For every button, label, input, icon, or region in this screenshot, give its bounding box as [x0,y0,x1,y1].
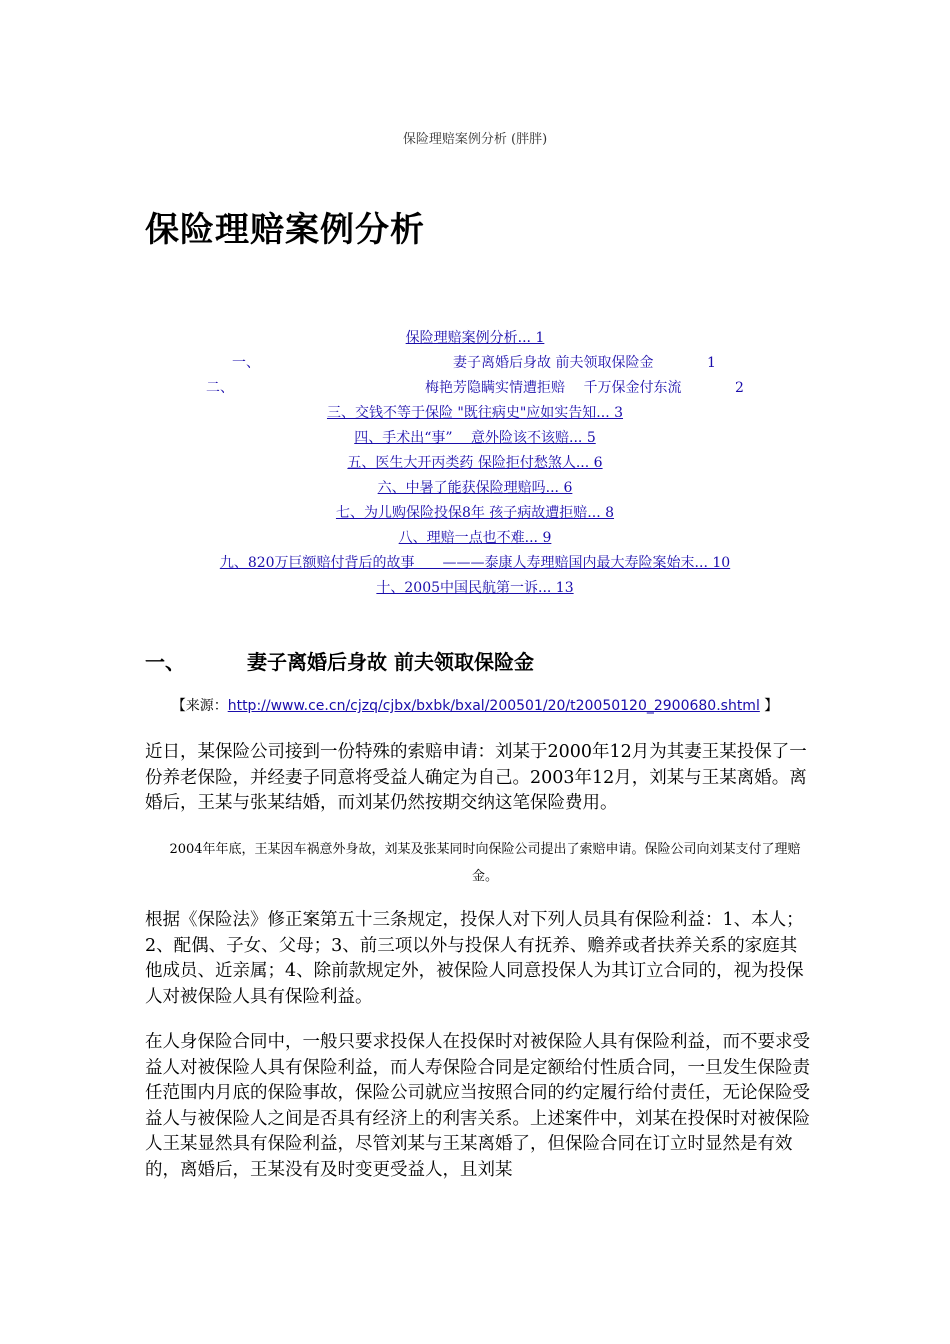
toc-item [145,355,805,380]
section-heading [145,646,534,675]
toc-number: 一、 [232,355,260,371]
toc-link[interactable]: 四、手术出“事” 意外险该不该赔... 5 [354,430,596,446]
toc-item [145,405,805,430]
toc-page: 2 [735,380,744,396]
source-suffix: 】 [759,698,779,714]
toc-link[interactable]: 保险理赔案例分析... 1 [405,330,545,346]
source-link[interactable]: http://www.ce.cn/cjzq/cjbx/bxbk/bxal/200501/20/t20050120_2900680.shtml [227,698,760,714]
toc-item [145,455,805,480]
body-paragraph: 在人身保险合同中，一般只要求投保人在投保时对被保险人具有保险利益，而不要求受益人对被保险人具有保险利益，而人寿保险合同是定额给付性质合同，一旦发生保险责任范围内月底的保险事故，保险公司就应当按照合同的约定履行给付责任，无论保险受益人与被保险人之间是否具有经济上的利害关系。上述案件中，刘某在投保时对被保险人王某显然具有保险利益，尽管刘某与王某离婚了，但保险合同在订立时显然是有效的，离婚后，王某没有及时变更受益人，且刘某 [145,1032,810,1180]
toc-item [145,505,805,530]
toc-number: 二、 [206,380,234,396]
toc-item [145,380,805,405]
page-header: 保险理赔案例分析 (胖胖) [402,132,548,147]
toc-page: 1 [707,355,716,371]
toc-link[interactable]: 六、中暑了能获保险理赔吗... 6 [377,480,573,496]
source-line [0,695,950,715]
toc-link[interactable]: 九、820万巨额赔付背后的故事 ———泰康人寿理赔国内最大寿险案始末... 10 [219,555,731,571]
toc-link[interactable]: 三、交钱不等于保险 "既往病史"应如实告知... 3 [326,405,624,421]
toc-item [145,430,805,455]
document-title: 保险理赔案例分析 [145,210,425,250]
toc-item [145,530,805,555]
body-paragraph: 近日，某保险公司接到一份特殊的索赔申请：刘某于2000年12月为其妻王某投保了一份养老保险，并经妻子同意将受益人确定为自己。2003年12月，刘某与王某离婚。离婚后，王某与张某结婚，而刘某仍然按期交纳这笔保险费用。 [145,742,807,813]
toc-item [145,555,805,580]
section-number: 一、 [145,650,185,674]
toc-link[interactable]: 五、医生大开丙类药 保险拒付愁煞人... 6 [347,455,603,471]
toc-link[interactable] [145,355,805,372]
toc-item [145,580,805,605]
toc-link[interactable] [145,380,805,397]
table-of-contents [145,330,805,605]
toc-link[interactable]: 十、2005中国民航第一诉... 13 [376,580,574,596]
section-title: 妻子离婚后身故 前夫领取保险金 [247,650,534,674]
toc-link[interactable]: 七、为儿购保险投保8年 孩子病故遭拒赔... 8 [335,505,615,521]
toc-text: 梅艳芳隐瞒实情遭拒赔 千万保金付东流 [425,380,682,396]
body-paragraph-small: 2004年年底，王某因车祸意外身故，刘某及张某同时向保险公司提出了索赔申请。保险公司向刘某支付了理赔金。 [169,842,801,884]
source-prefix: 【来源： [171,698,228,714]
toc-text: 妻子离婚后身故 前夫领取保险金 [453,355,654,371]
body-paragraph: 根据《保险法》修正案第五十三条规定，投保人对下列人员具有保险利益：1、本人；2、配偶、子女、父母；3、前三项以外与投保人有抚养、赡养或者扶养关系的家庭其他成员、近亲属；4、除前款规定外，被保险人同意投保人为其订立合同的，视为投保人对被保险人具有保险利益。 [145,910,804,1007]
toc-item [145,330,805,355]
toc-item [145,480,805,505]
toc-link[interactable]: 八、理赔一点也不难... 9 [398,530,552,546]
